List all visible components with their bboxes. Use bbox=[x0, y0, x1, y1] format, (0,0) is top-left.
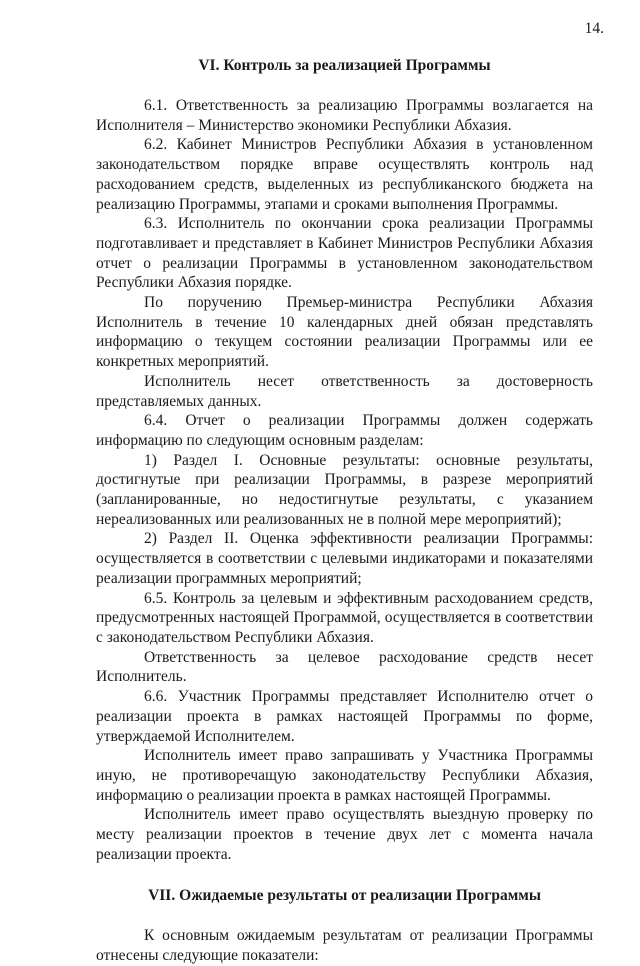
section-7-title: VII. Ожидаемые результаты от реализации Программы bbox=[148, 887, 541, 905]
page-number: 14. bbox=[584, 20, 604, 37]
paragraph-6-1: 6.1. Ответственность за реализацию Программы возлагается на Исполнителя – Министерство экономики Республики Абхазия. bbox=[96, 97, 593, 134]
paragraph-6-6: 6.6. Участник Программы представляет Исполнителю отчет о реализации проекта в рамках настоящей Программы по форме, утверждаемой Исполнителем. bbox=[96, 688, 593, 745]
section-6-title: VI. Контроль за реализацией Программы bbox=[198, 57, 491, 74]
paragraph-6-4: 6.4. Отчет о реализации Программы должен содержать информацию по следующим основным разделам: bbox=[96, 412, 593, 449]
document-body bbox=[96, 56, 593, 966]
paragraph-responsibility: Исполнитель несет ответственность за достоверность представляемых данных. bbox=[96, 372, 593, 410]
paragraph-request-right: Исполнитель имеет право запрашивать у Участника Программы иную, не противоречащую законодательству Республики Абхазия, информацию о реализации проекта в рамках настоящей Программы. bbox=[96, 747, 593, 804]
paragraph-section-1: 1) Раздел I. Основные результаты: основные результаты, достигнутые при реализации Программы, в разрезе мероприятий (запланированные, но недостигнутые результаты, с указанием нереализованных или реализованных не в полной мере мероприятий); bbox=[96, 451, 593, 528]
paragraph-inspection-right: Исполнитель имеет право осуществлять выездную проверку по месту реализации проектов в течение двух лет с момента начала реализации проекта. bbox=[96, 806, 593, 863]
paragraph-section-2: 2) Раздел II. Оценка эффективности реализации Программы: осуществляется в соответствии с целевыми индикаторами и показателями реализации программных мероприятий; bbox=[96, 530, 593, 587]
paragraph-6-2: 6.2. Кабинет Министров Республики Абхазия в установленном законодательством порядке вправе осуществлять контроль над расходованием средств, выделенных из республиканского бюджета на реализацию Программы, этапами и сроками выполнения Программы. bbox=[96, 136, 593, 213]
paragraph-expected-results: К основным ожидаемым результатам от реализации Программы отнесены следующие показатели: bbox=[96, 927, 593, 965]
paragraph-target-spending: Ответственность за целевое расходование средств несет Исполнитель. bbox=[96, 648, 593, 686]
paragraph-6-3: 6.3. Исполнитель по окончании срока реализации Программы подготавливает и представляет в Кабинет Министров Республики Абхазия отчет о реализации Программы в установленном законодательством Республики Абхазия порядке. bbox=[96, 215, 593, 292]
paragraph-premier-instruction: По поручению Премьер-министра Республики Абхазия Исполнитель в течение 10 календарных дней обязан представлять информацию о текущем состоянии реализации Программы или ее конкретных мероприятий. bbox=[96, 294, 593, 371]
paragraph-6-5: 6.5. Контроль за целевым и эффективным расходованием средств, предусмотренных настоящей Программой, осуществляется в соответствии с законодательством Республики Абхазия. bbox=[96, 589, 593, 646]
